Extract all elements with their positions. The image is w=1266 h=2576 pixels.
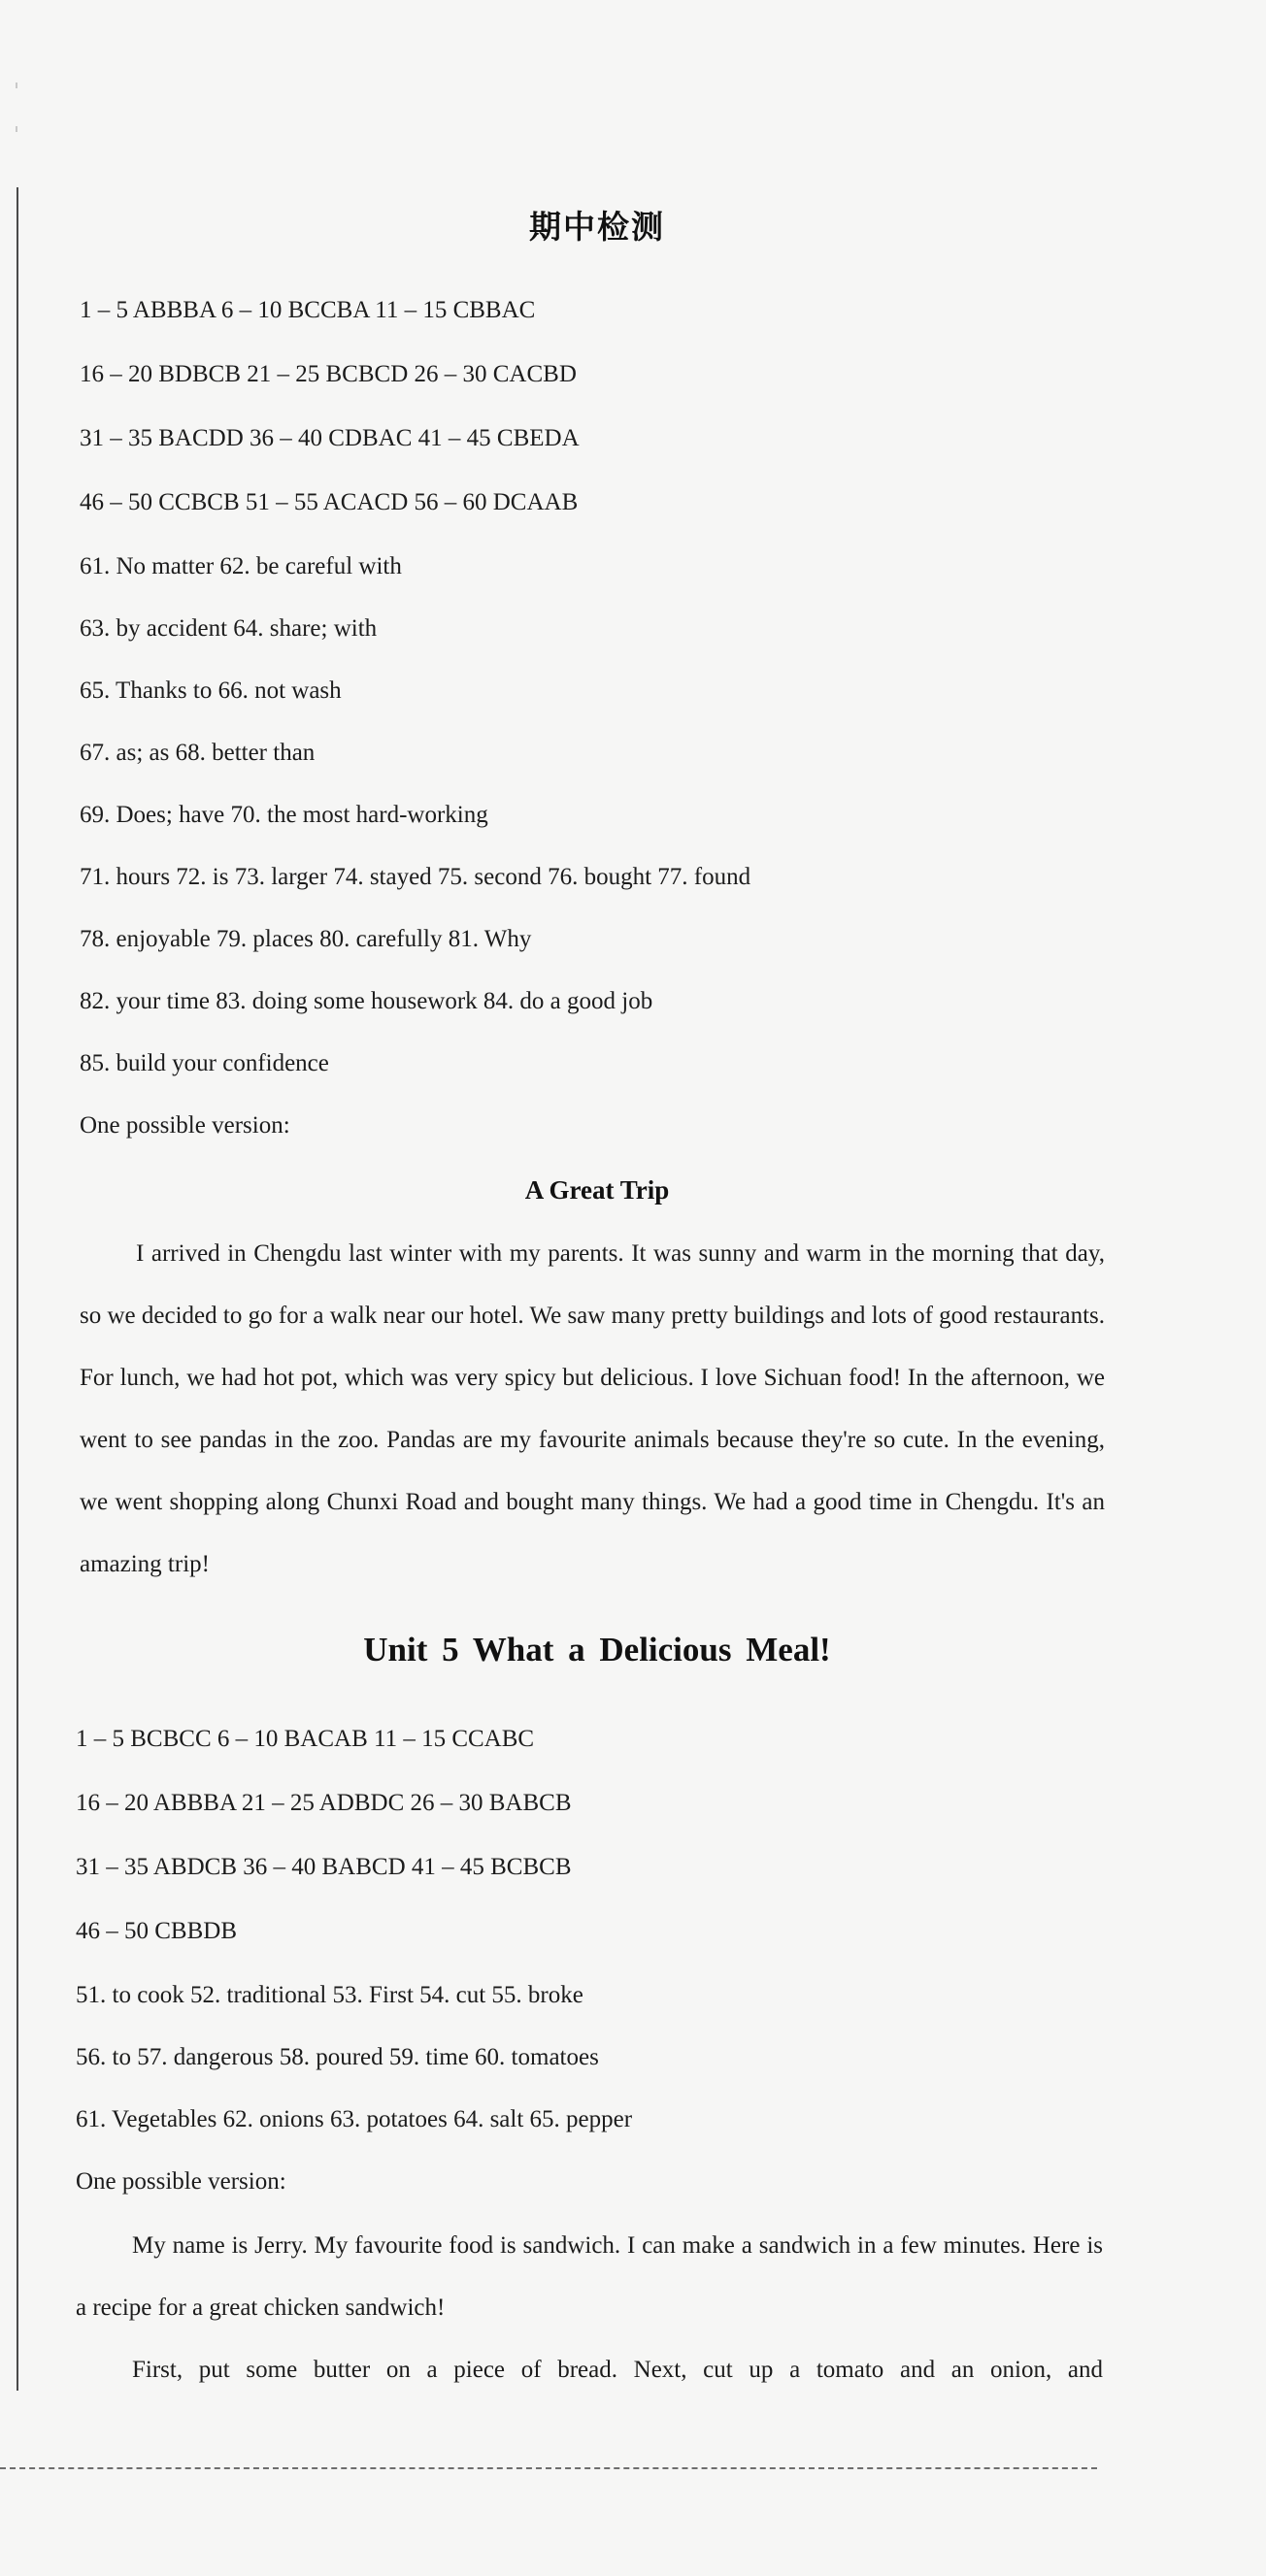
answer-line: 65. Thanks to 66. not wash [80, 677, 342, 704]
answer-line: 78. enjoyable 79. places 80. carefully 81. Why [80, 926, 532, 952]
answer-line: 71. hours 72. is 73. larger 74. stayed 75. second 76. bought 77. found [80, 864, 751, 890]
answer-line: 56. to 57. dangerous 58. poured 59. time 60. tomatoes [76, 2044, 599, 2070]
answer-line: 61. Vegetables 62. onions 63. potatoes 64. salt 65. pepper [76, 2106, 633, 2132]
answer-line: 46 – 50 CCBCB 51 – 55 ACACD 56 – 60 DCAAB [80, 489, 579, 515]
answer-line: 69. Does; have 70. the most hard-working [80, 802, 488, 828]
left-margin-rule [17, 187, 18, 2391]
answer-line: 67. as; as 68. better than [80, 740, 316, 766]
essay-paragraph: My name is Jerry. My favourite food is sandwich. I can make a sandwich in a few minutes. Here is a recipe for a great chicken sandwich! [76, 2232, 1103, 2321]
essay-paragraph: First, put some butter on a piece of bread. Next, cut up a tomato and an onion, and [132, 2357, 1103, 2383]
answer-line: 16 – 20 BDBCB 21 – 25 BCBCD 26 – 30 CACBD [80, 361, 577, 387]
answer-line: 31 – 35 ABDCB 36 – 40 BABCD 41 – 45 BCBCB [76, 1854, 572, 1880]
possible-version-label: One possible version: [80, 1112, 290, 1139]
answer-line: 51. to cook 52. traditional 53. First 54. cut 55. broke [76, 1982, 583, 2008]
section-title-midterm: 期中检测 [529, 208, 665, 246]
section-title-unit5: Unit 5 What a Delicious Meal! [363, 1631, 831, 1668]
essay-title: A Great Trip [524, 1175, 670, 1205]
answer-line: 31 – 35 BACDD 36 – 40 CDBAC 41 – 45 CBEDA [80, 425, 580, 451]
cut-line [0, 2467, 1097, 2469]
answer-line: 63. by accident 64. share; with [80, 615, 378, 642]
answer-line: 46 – 50 CBBDB [76, 1918, 238, 1944]
scan-mark [16, 126, 17, 132]
answer-line: 1 – 5 ABBBA 6 – 10 BCCBA 11 – 15 CBBAC [80, 297, 536, 323]
possible-version-label: One possible version: [76, 2168, 286, 2195]
answer-line: 85. build your confidence [80, 1050, 329, 1076]
answer-line: 61. No matter 62. be careful with [80, 553, 402, 579]
answer-line: 82. your time 83. doing some housework 84. do a good job [80, 988, 653, 1014]
scan-mark [16, 83, 17, 88]
answer-line: 16 – 20 ABBBA 21 – 25 ADBDC 26 – 30 BABCB [76, 1790, 572, 1816]
essay-paragraph: I arrived in Chengdu last winter with my parents. It was sunny and warm in the morning that day, so we decided to go for a walk near our hotel. We saw many pretty buildings and lots of good restaurants. For lunch, we had hot pot, which was very spicy but delicious. I love Sichuan food! In the afternoon, we went to see pandas in the zoo. Pandas are my favourite animals because they're so cute. In the evening, we went shopping along Chunxi Road and bought many things. We had a good time in Chengdu. It's an amazing trip! [80, 1240, 1105, 1577]
answer-line: 1 – 5 BCBCC 6 – 10 BACAB 11 – 15 CCABC [76, 1726, 535, 1752]
